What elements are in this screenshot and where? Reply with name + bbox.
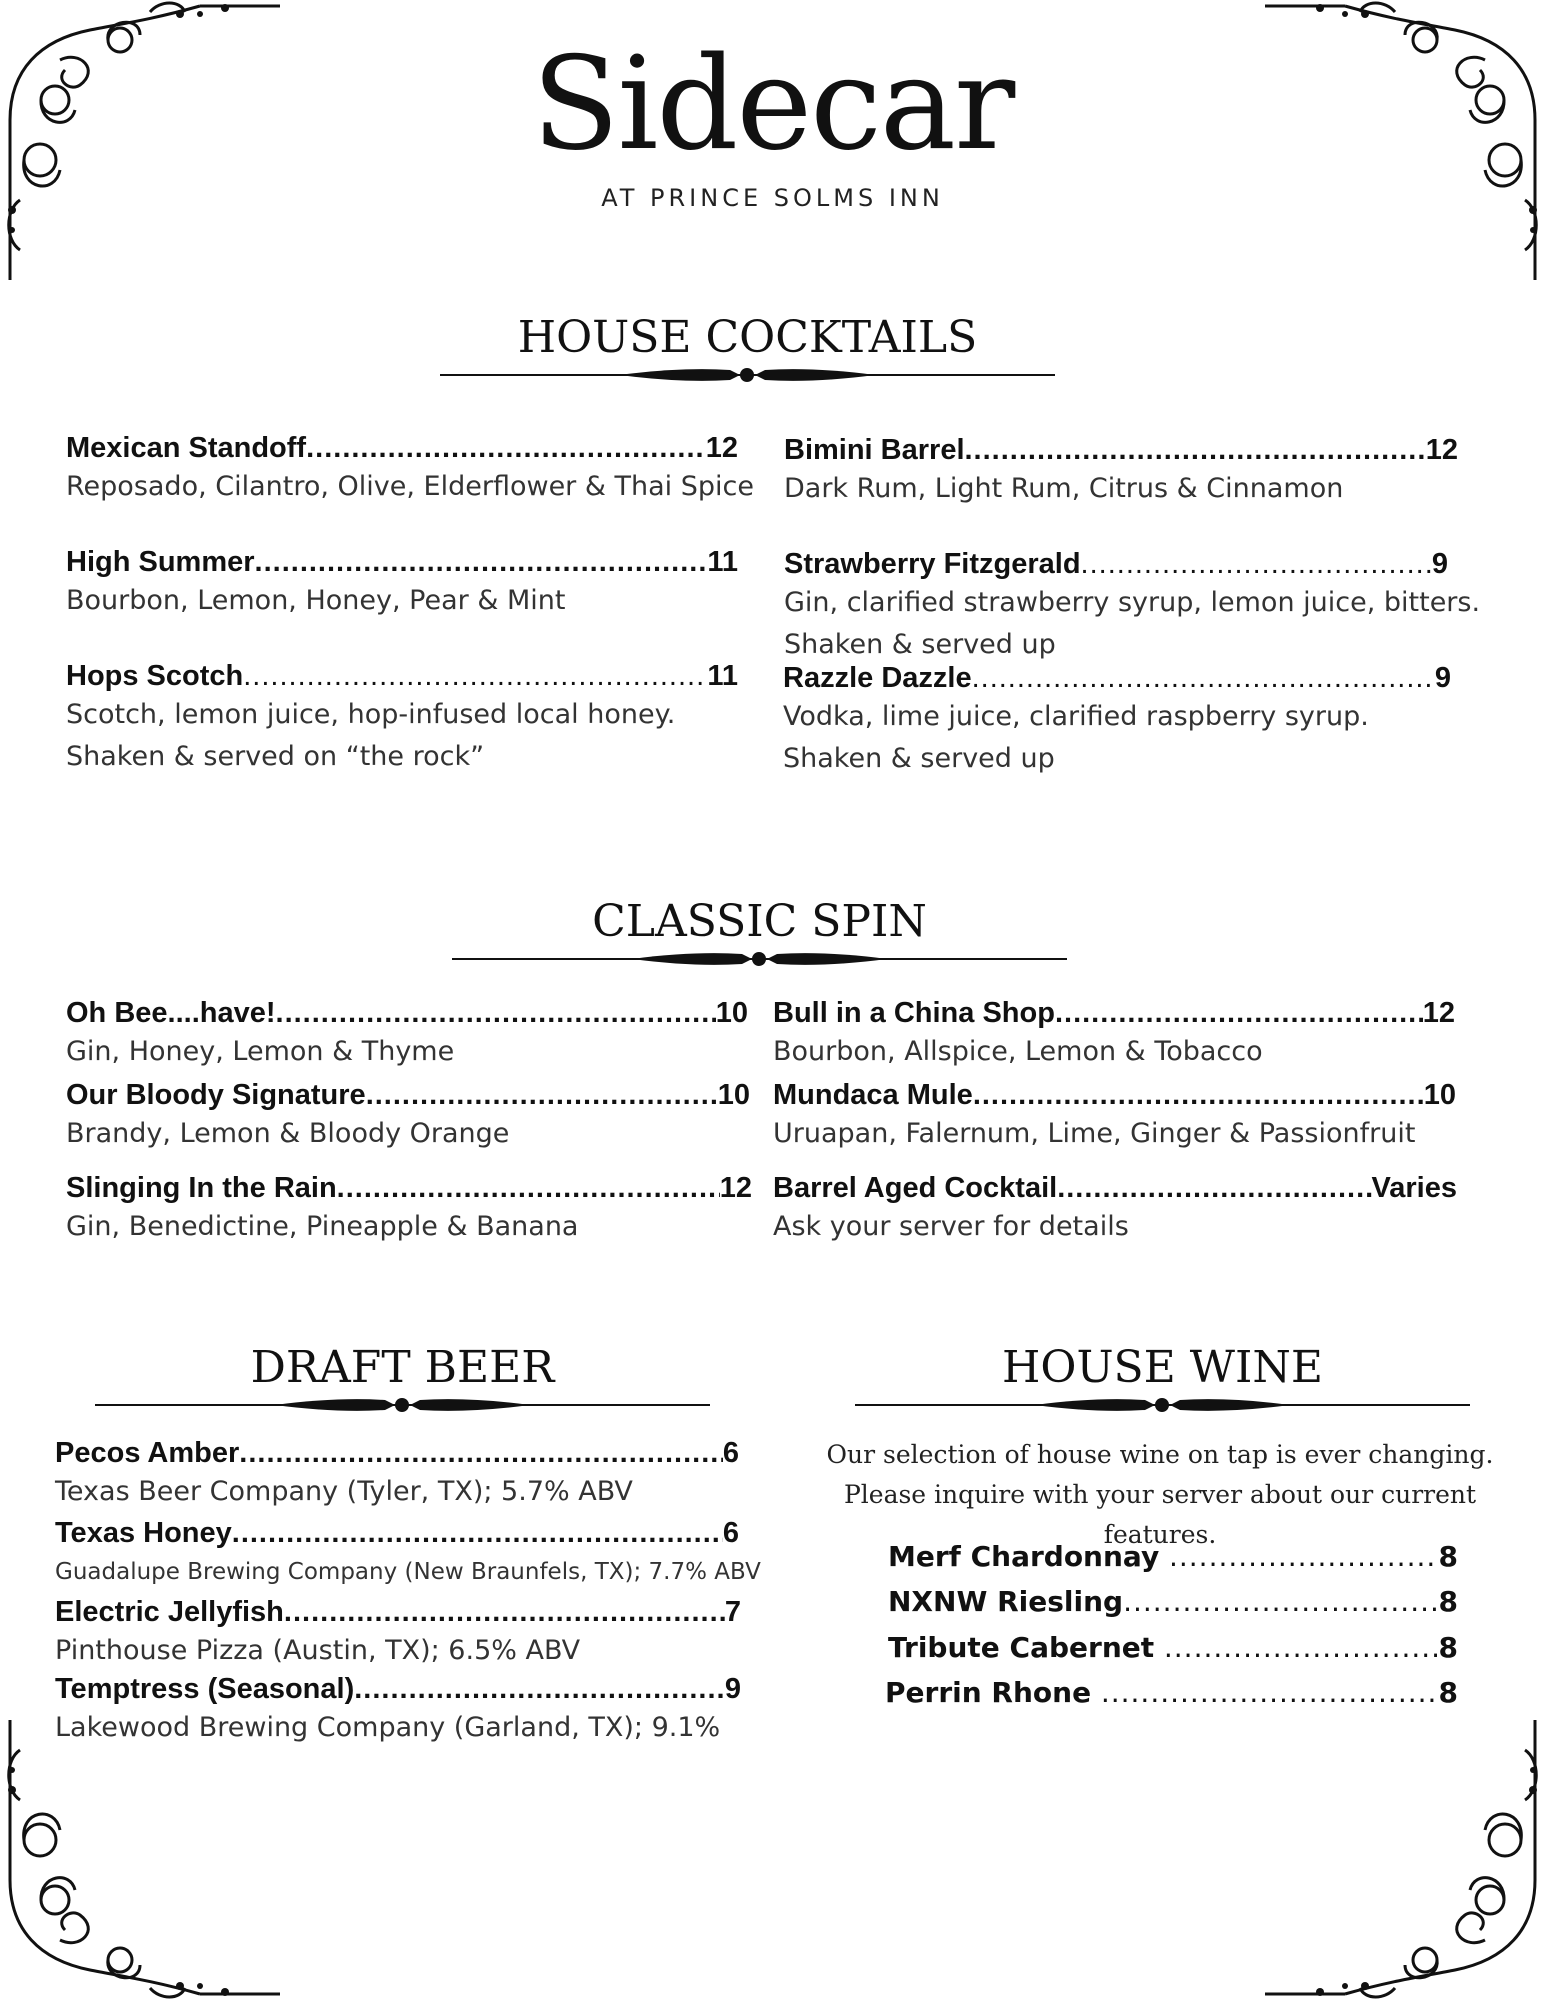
item-description: Gin, clarified strawberry syrup, lemon juice, bitters. [784,587,1481,618]
item-leader [366,1079,718,1112]
item-price: 6 [722,1517,739,1549]
item-name: Texas Honey [55,1517,232,1549]
item-description-line2: Shaken & served on “the rock” [66,741,485,772]
item-description: Brandy, Lemon & Bloody Orange [66,1118,510,1149]
divider-ornament-icon [452,948,1067,970]
item-price: 10 [715,997,748,1029]
corner-flourish-bottom-right [1255,1710,1545,2000]
section-heading-classic-spin [452,896,1067,970]
item-description: Bourbon, Allspice, Lemon & Tobacco [773,1036,1263,1067]
item-price: 8 [1438,1631,1458,1664]
item-name: Perrin Rhone [885,1676,1092,1709]
menu-item-bimini-barrel [784,434,1458,509]
item-name: Mexican Standoff [66,432,307,464]
menu-item-oh-bee-have [66,997,748,1072]
item-name: Bull in a China Shop [773,997,1055,1029]
item-leader [1057,1172,1371,1205]
item-name: Oh Bee....have! [66,997,276,1029]
menu-item-texas-honey [55,1517,761,1592]
item-leader [973,1079,1424,1112]
section-title: HOUSE WINE [1002,1342,1323,1393]
item-price: 12 [1422,997,1455,1029]
item-leader [337,1172,720,1205]
menu-item-high-summer [66,546,738,621]
menu-item-razzle-dazzle [783,662,1451,779]
menu-item-mundaca-mule [773,1079,1456,1154]
item-price: 9 [1434,662,1451,694]
section-title: DRAFT BEER [250,1342,555,1393]
item-price: 11 [707,546,738,578]
section-heading-house-cocktails [440,312,1055,386]
menu-item-strawberry-fitzgerald [784,548,1481,665]
item-leader [1081,548,1432,581]
item-description: Reposado, Cilantro, Olive, Elderflower & Thai Spice [66,471,754,502]
item-description: Bourbon, Lemon, Honey, Pear & Mint [66,585,566,616]
wine-item-merf-chardonnay [888,1540,1458,1573]
item-leader [255,546,708,579]
item-leader [965,434,1426,467]
item-price: 8 [1438,1540,1458,1573]
item-name: Tribute Cabernet [888,1631,1155,1664]
item-leader [972,662,1435,695]
menu-item-barrel-aged-cocktail [773,1172,1457,1247]
corner-flourish-bottom-left [0,1710,290,2000]
item-description: Uruapan, Falernum, Lime, Ginger & Passionfruit [773,1118,1416,1149]
section-heading-house-wine [855,1342,1470,1416]
item-description: Gin, Benedictine, Pineapple & Banana [66,1211,579,1242]
menu-item-electric-jellyfish [55,1596,741,1671]
wine-item-tribute-cabernet [888,1631,1458,1664]
item-leader [276,997,716,1030]
item-description: Guadalupe Brewing Company (New Braunfels, TX); 7.7% ABV [55,1559,761,1585]
item-name: Electric Jellyfish [55,1596,284,1628]
divider-ornament-icon [855,1394,1470,1416]
item-leader [1123,1585,1438,1618]
menu-item-mexican-standoff [66,432,754,507]
wine-note-line: Please inquire with your server about our current features. [843,1480,1477,1549]
item-name: Slinging In the Rain [66,1172,337,1204]
section-title: HOUSE COCKTAILS [517,312,978,363]
flourish-icon [1255,1710,1545,2000]
item-name: Barrel Aged Cocktail [773,1172,1058,1204]
item-description: Pinthouse Pizza (Austin, TX); 6.5% ABV [55,1635,581,1666]
menu-item-hops-scotch [66,660,738,777]
item-name: Strawberry Fitzgerald [784,548,1081,580]
item-leader [243,660,707,693]
item-leader [1055,997,1423,1030]
wine-note-line: Our selection of house wine on tap is ever changing. [826,1440,1494,1469]
brand-name: Sidecar [531,30,1014,179]
item-price: 12 [1425,434,1458,466]
item-description-line2: Shaken & served up [783,743,1055,774]
item-description-line2: Shaken & served up [784,629,1056,660]
item-price: 11 [707,660,738,692]
item-price: 12 [719,1172,752,1204]
item-name: Pecos Amber [55,1437,240,1469]
item-price: 8 [1438,1585,1458,1618]
brand-subtitle: AT PRINCE SOLMS INN [601,184,944,212]
menu-item-temptress-seasonal [55,1673,741,1748]
item-price: 10 [1423,1079,1456,1111]
wine-item-perrin-rhone [885,1676,1458,1709]
brand-header [0,30,1545,212]
flourish-icon [0,1710,290,2000]
item-description: Scotch, lemon juice, hop-infused local honey. [66,699,676,730]
item-name: NXNW Riesling [888,1585,1124,1618]
item-price: Varies [1371,1172,1457,1204]
divider-ornament-icon [95,1394,710,1416]
item-name: Merf Chardonnay [888,1540,1160,1573]
item-price: 8 [1438,1676,1458,1709]
wine-note [810,1435,1510,1555]
menu-item-slinging-in-the-rain [66,1172,752,1247]
menu-item-bull-in-a-china-shop [773,997,1455,1072]
item-price: 6 [722,1437,739,1469]
item-name: High Summer [66,546,255,578]
item-name: Mundaca Mule [773,1079,973,1111]
item-leader [354,1673,725,1706]
item-name: Bimini Barrel [784,434,965,466]
item-leader [239,1437,723,1470]
item-description: Dark Rum, Light Rum, Citrus & Cinnamon [784,473,1344,504]
item-leader [284,1596,725,1629]
item-price: 10 [717,1079,750,1111]
item-leader [1101,1676,1439,1709]
item-name: Our Bloody Signature [66,1079,366,1111]
item-name: Razzle Dazzle [783,662,972,694]
item-description: Vodka, lime juice, clarified raspberry syrup. [783,701,1369,732]
item-description: Gin, Honey, Lemon & Thyme [66,1036,455,1067]
item-leader [306,432,706,465]
menu-item-pecos-amber [55,1437,739,1512]
item-leader [232,1517,723,1550]
section-title: CLASSIC SPIN [592,896,927,947]
item-name: Hops Scotch [66,660,244,692]
section-heading-draft-beer [95,1342,710,1416]
divider-ornament-icon [440,364,1055,386]
item-price: 7 [724,1596,741,1628]
item-description: Ask your server for details [773,1211,1129,1242]
menu-item-our-bloody-signature [66,1079,750,1154]
item-description: Texas Beer Company (Tyler, TX); 5.7% ABV [55,1476,633,1507]
item-leader [1164,1631,1439,1664]
wine-item-nxnw-riesling [888,1585,1458,1618]
item-description: Lakewood Brewing Company (Garland, TX); 9.1% [55,1712,721,1743]
item-name: Temptress (Seasonal) [55,1673,355,1705]
item-price: 9 [1431,548,1448,580]
item-leader [1169,1540,1439,1573]
item-price: 12 [705,432,738,464]
item-price: 9 [724,1673,741,1705]
